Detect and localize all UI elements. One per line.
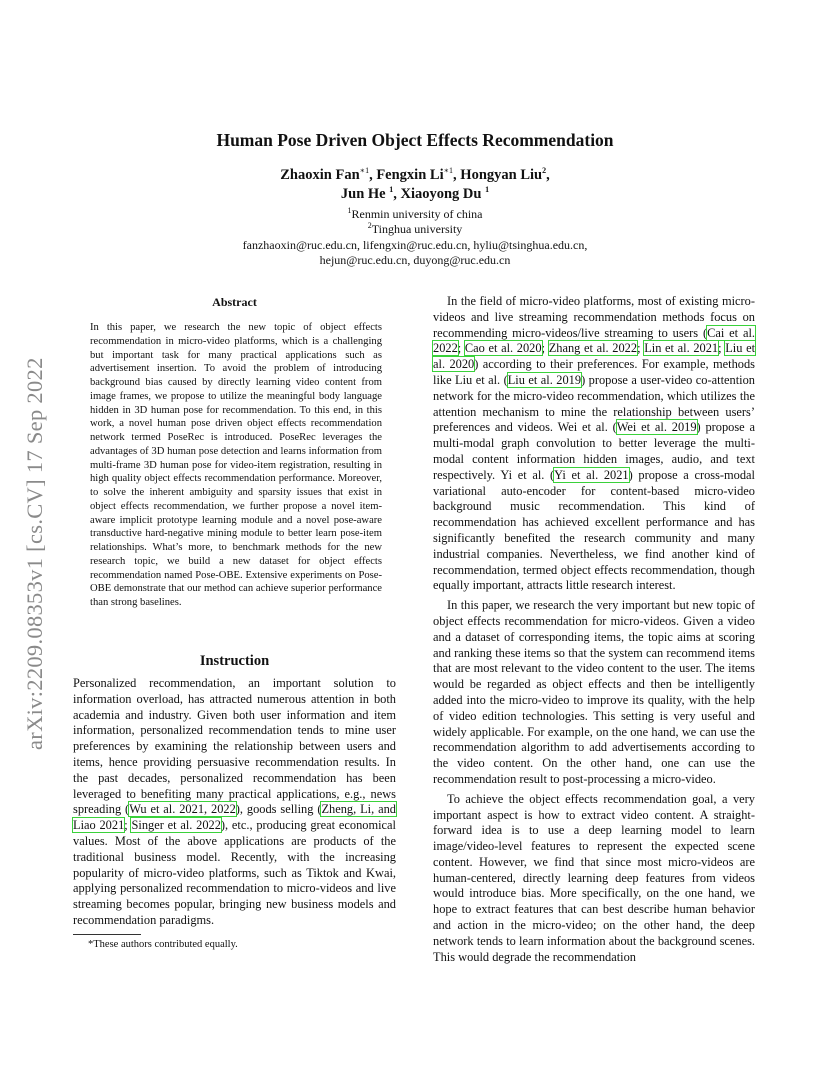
citation-link[interactable]: Yi et al. 2021 [554, 467, 629, 482]
paragraph-research-topic: In this paper, we research the very important but new topic of object effects recommendation for micro-videos. Given a video and a dataset of corresponding items, the topic aims at scoring and ranking these items so that the system can recommend items that are most relevant to the video content to the user. The items would be regarded as object effects and then be intelligently added into the micro-video to improve its quality, with the help of video edition technologies. This setting is very useful and widely applicable. For example, on the one hand, we can use the recommendation algorithm to add advertisements according to the video content. On the other hand, one can use the recommendation result to post-processing a micro-video. [433, 598, 755, 786]
citation-link[interactable]: Cao et al. 2020 [464, 341, 542, 356]
citation-link[interactable]: Zheng, Li, and Liao 2021 [73, 802, 396, 833]
author-jun-he: Jun He [340, 186, 390, 202]
author-zhaoxin-fan: Zhaoxin Fan [280, 167, 360, 183]
citation-link[interactable]: Liu et al. 2019 [507, 372, 582, 387]
citation-link[interactable]: Lin et al. 2021 [644, 341, 719, 356]
intro-paragraph-left: Personalized recommendation, an important solution to information overload, has attracted numerous attention in both academia and industry. Given both user information and item information, personalized recommendation tends to mine user preferences by examining the relationship between users and items, hence providing persuasive recommendation results. In the past decades, personalized recommendation has been leveraged to benefiting many practical applications, e.g., news spreading (Wu et al. 2021, 2022), goods selling (Zheng, Li, and Liao 2021; Singer et al. 2022), etc., producing great economical values. Most of the above applications are products of the traditional business model. Recently, with the increasing popularity of micro-video platforms, such as Tiktok and Kwai, applying personalized recommendation to micro-videos and live streaming becomes popular, bringing new business models and recommendation paradigms. [73, 676, 396, 927]
footnote-rule [73, 934, 141, 935]
citation-link[interactable]: Wei et al. 2019 [616, 420, 697, 435]
paragraph-extract-content: To achieve the object effects recommendation goal, a very important aspect is how to extract video content. A straight-forward idea is to use a deep learning model to learn image/video-level features to represent the expected scene content. However, we find that since most micro-videos are human-centered, directly learning deep features from videos would introduce bias. More specifically, on the one hand, we hope to extract features that can best describe human behavior and action in the micro-video; on the other hand, the deep network tends to learn information about the background scenes. This would degrade the recommendation [433, 791, 755, 964]
citation-link[interactable]: Liu et al. 2020 [433, 341, 756, 372]
author-affil-mark: 1 [485, 185, 490, 195]
author-affil-mark: ∗1 [359, 166, 370, 176]
paragraph-micro-video-platforms: In the field of micro-video platforms, most of existing micro-videos and live streaming recommendation methods focus on recommending micro-videos/live streaming to users (Cai et al. 2022; Cao et al. 2020; Zhang et al. 2022; Lin et al. 2021; Liu et al. 2020) according to their preferences. For example, methods like Liu et al. (Liu et al. 2019) propose a user-video co-attention network for the micro-video recommendation, which utilizes the attention mechanism to mine the relationship between users’ preferences and videos. Wei et al. (Wei et al. 2019) propose a multi-modal graph convolution to better leverage the multi-modal content information hidden images, audio, and text respectively. Yi et al. (Yi et al. 2021) propose a cross-modal variational auto-encoder for content-based micro-video background music recommendation. This kind of recommendation has achieved excellent performance and has significantly benefited the research community and many industrial companies. Nevertheless, we find another kind of recommendation, termed object effects recommendation, though equally important, attracts little research interest. [433, 294, 756, 593]
abstract-body: In this paper, we research the new topic of object effects recommendation in micro-video platforms, which is a challenging but important task for many practical applications such as advertisement insertion. To avoid the problem of introducing background bias caused by directly learning video content from image frames, we propose to utilize the meaningful body language hidden in 3D human pose for recommendation. To this end, in this work, a novel human pose driven object effects recommendation network termed PoseRec is introduced. PoseRec leverages the advantages of 3D human pose detection and learns information from multi-frame 3D human pose for video-item registration, resulting in high quality object effects recommendation performance. Moreover, to solve the inherent ambiguity and sparsity issues that exist in object effects recommendation, we further propose a novel item-aware implicit prototype learning module and a novel pose-aware transductive hard-negative mining module to better learn pose-item relationships. What’s more, to benchmark methods for the new research topic, we build a new dataset for object effects recommendation named Pose-OBE. Extensive experiments on Pose-OBE demonstrate that our method can achieve superior performance than strong baselines. [90, 322, 382, 608]
right-column [433, 294, 755, 965]
author-line-1: Zhaoxin Fan$^{∗1}$, Fengxin $Li^{∗1}$, Hongyan Liu$^2$, [280, 166, 550, 183]
author-hongyan-liu: , Hongyan Liu [453, 167, 543, 183]
footnote: *These authors contributed equally. [88, 939, 238, 950]
author-line-2 [140, 185, 690, 204]
author-list [140, 166, 690, 204]
citation-link[interactable]: Singer et al. 2022 [131, 818, 221, 833]
author-affil-mark: 1 [389, 185, 394, 195]
arxiv-identifier: arXiv:2209.08353v1 [cs.CV] 17 Sep 2022 [22, 357, 47, 750]
section-heading-instruction: Instruction [199, 653, 270, 669]
author-xiaoyong-du: , Xiaoyong Du [393, 186, 486, 202]
author-affil-mark: 2 [542, 166, 547, 176]
citation-link[interactable]: Zhang et al. 2022 [548, 341, 638, 356]
author-affil-mark: ∗1 [443, 166, 454, 176]
author-emails-2: hejun@ruc.edu.cn, duyong@ruc.edu.cn [319, 252, 511, 267]
author-emails-1: fanzhaoxin@ruc.edu.cn, lifengxin@ruc.edu.cn, hyliu@tsinghua.edu.cn, [242, 237, 588, 252]
citation-link[interactable]: Wu et al. 2021, 2022 [129, 802, 236, 817]
author-fengxin-li: , Fengxin Li [369, 167, 444, 183]
affiliation-1: $^1$Renmin university of china [347, 206, 483, 221]
affiliations [140, 207, 690, 268]
citation-link[interactable]: Cai et al. 2022 [433, 325, 755, 356]
paper-title: Human Pose Driven Object Effects Recommendation [216, 130, 614, 150]
abstract-heading: Abstract [212, 295, 257, 309]
affiliation-2: $^2$Tinghua university [367, 221, 463, 237]
